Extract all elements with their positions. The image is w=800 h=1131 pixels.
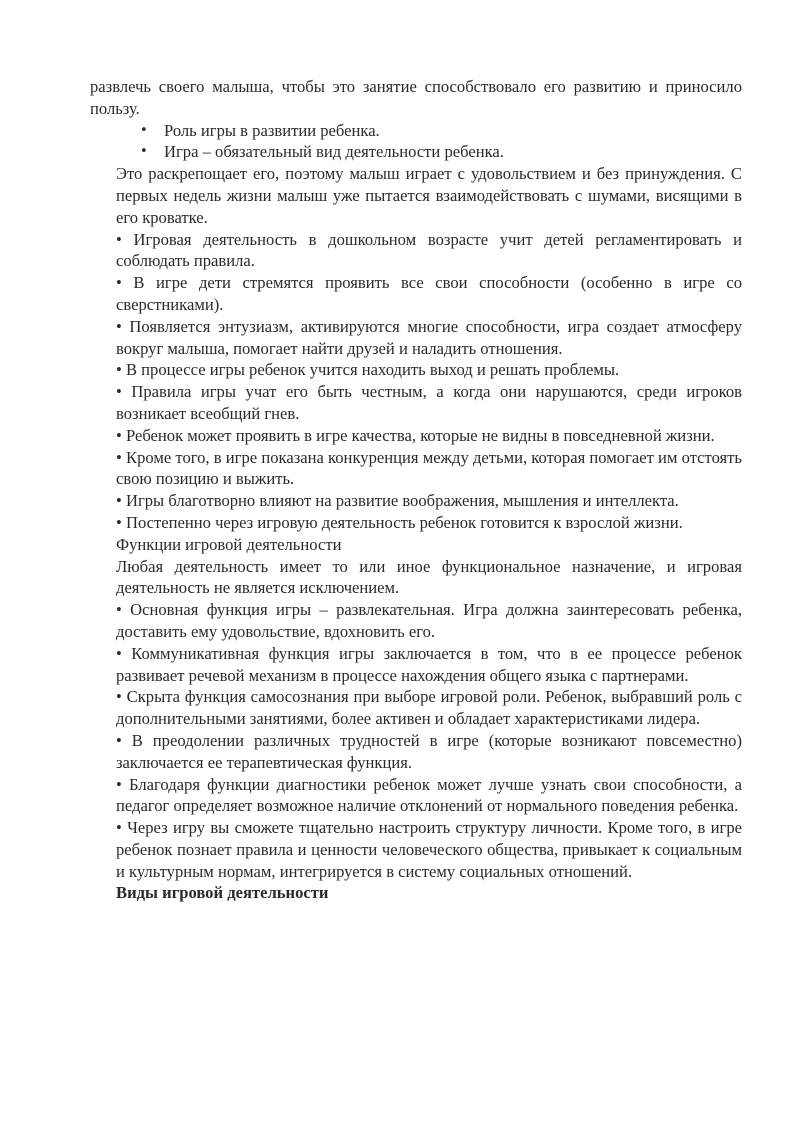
paragraph: • Постепенно через игровую деятельность ребенок готовится к взрослой жизни.: [116, 512, 683, 532]
paragraph: • Кроме того, в игре показана конкуренция между детьми, которая помогает им отстоять свою позицию и выжить.: [116, 447, 742, 489]
document-body: [90, 76, 742, 904]
paragraph: • Появляется энтузиазм, активируются многие способности, игра создает атмосферу вокруг малыша, помогает найти друзей и наладить отношения.: [116, 316, 742, 358]
bullet-item: • Игра – обязательный вид деятельности ребенка.: [116, 141, 742, 163]
paragraph: • Коммуникативная функция игры заключается в том, что в ее процессе ребенок развивает речевой механизм в процессе нахождения общего языка с партнерами.: [116, 643, 742, 685]
intro-paragraph: развлечь своего малыша, чтобы это занятие способствовало его развитию и приносило пользу.: [90, 77, 742, 118]
bullet-list: [116, 120, 742, 164]
bullet-item: • Роль игры в развитии ребенка.: [116, 120, 742, 142]
paragraph: • В процессе игры ребенок учится находить выход и решать проблемы.: [116, 360, 620, 380]
paragraph: • Игровая деятельность в дошкольном возрасте учит детей регламентировать и соблюдать правила.: [116, 229, 742, 271]
section-heading-functions: Функции игровой деятельности: [116, 534, 342, 554]
paragraph: • В игре дети стремятся проявить все свои способности (особенно в игре со сверстниками).: [116, 273, 742, 314]
paragraph: • Благодаря функции диагностики ребенок может лучше узнать свои способности, а педагог определяет возможное наличие отклонений от нормального поведения ребенка.: [116, 774, 742, 816]
paragraph: • В преодолении различных трудностей в игре (которые возникают повсеместно) заключается ее терапевтическая функция.: [116, 730, 742, 772]
paragraph: Любая деятельность имеет то или иное функциональное назначение, и игровая деятельность не является исключением.: [116, 556, 742, 598]
paragraph: Это раскрепощает его, поэтому малыш играет с удовольствием и без принуждения. С первых недель жизни малыш уже пытается взаимодействовать с шумами, висящими в его кроватке.: [116, 164, 742, 227]
paragraph: • Основная функция игры – развлекательная. Игра должна заинтересовать ребенка, доставить ему удовольствие, вдохновить его.: [116, 600, 742, 641]
paragraph: • Правила игры учат его быть честным, а когда они нарушаются, среди игроков возникает всеобщий гнев.: [116, 382, 742, 423]
paragraph: • Игры благотворно влияют на развитие воображения, мышления и интеллекта.: [116, 491, 679, 511]
paragraph: • Ребенок может проявить в игре качества, которые не видны в повседневной жизни.: [116, 425, 715, 445]
section-heading-types: Виды игровой деятельности: [116, 883, 329, 903]
paragraph: • Скрыта функция самосознания при выборе игровой роли. Ребенок, выбравший роль с дополнительными занятиями, более активен и обладает характеристиками лидера.: [116, 687, 742, 729]
paragraph: • Через игру вы сможете тщательно настроить структуру личности. Кроме того, в игре ребенок познает правила и ценности человеческого общества, привыкает к социальным и культурным нормам, интегрируется в систему социальных отношений.: [116, 818, 742, 881]
